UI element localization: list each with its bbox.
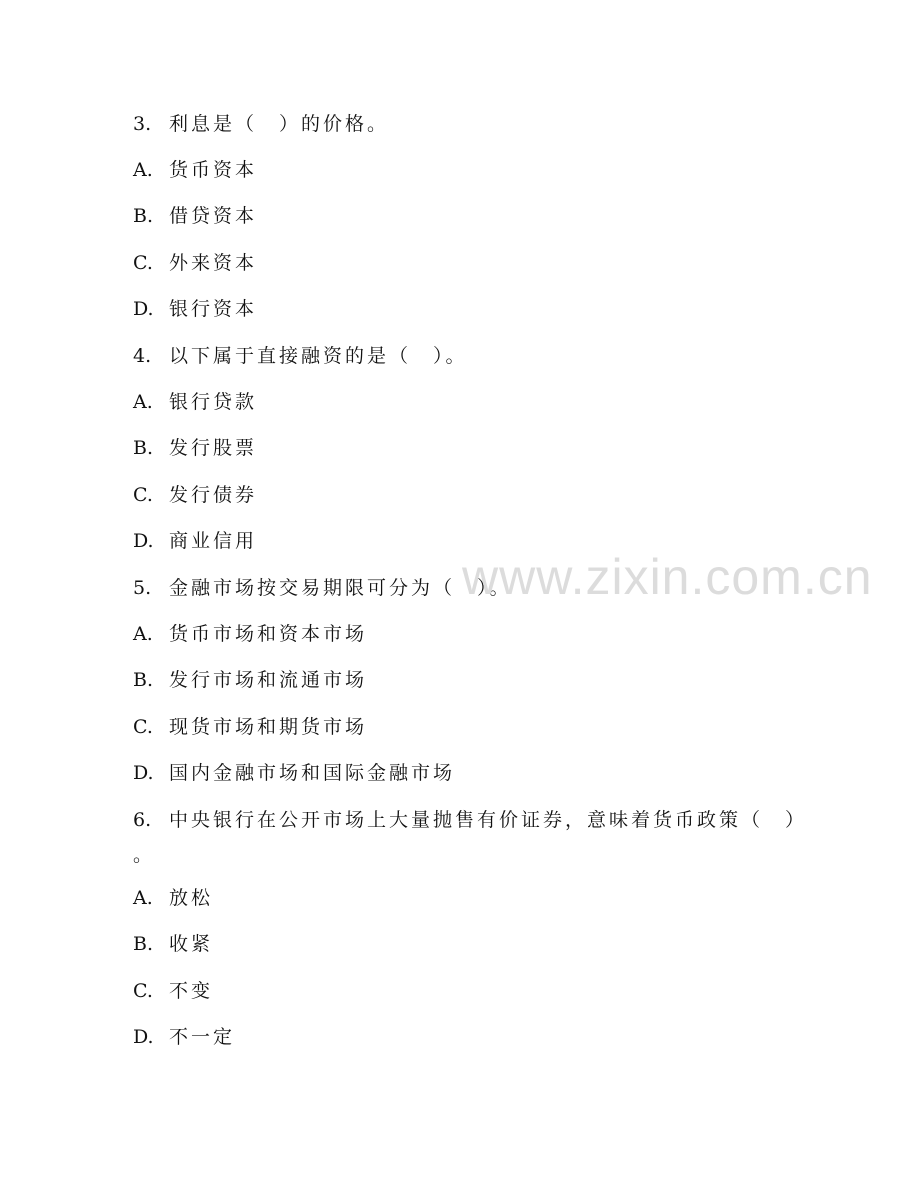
option-text: 外来资本 bbox=[169, 252, 258, 274]
question-number: 4. bbox=[133, 345, 152, 367]
question-number: 5. bbox=[133, 577, 152, 599]
option-text: 商业信用 bbox=[169, 530, 258, 552]
option-text: 不变 bbox=[169, 980, 214, 1002]
question-number: 6. bbox=[133, 809, 152, 831]
option-b bbox=[133, 204, 257, 228]
option-label: D. bbox=[133, 530, 154, 552]
option-label: D. bbox=[133, 762, 154, 784]
option-b bbox=[133, 436, 257, 460]
option-b bbox=[133, 668, 367, 692]
question-text-continuation: 。 bbox=[133, 844, 156, 866]
option-c bbox=[133, 251, 257, 275]
option-d bbox=[133, 1025, 235, 1049]
question-text: 利息是（ ）的价格。 bbox=[169, 113, 390, 135]
option-a bbox=[133, 390, 257, 414]
option-text: 收紧 bbox=[169, 933, 214, 955]
option-label: A. bbox=[133, 159, 153, 181]
option-text: 放松 bbox=[169, 887, 214, 909]
option-a bbox=[133, 886, 213, 910]
option-d bbox=[133, 529, 257, 553]
question-5 bbox=[133, 576, 512, 600]
option-a bbox=[133, 622, 367, 646]
question-text: 以下属于直接融资的是（ ）。 bbox=[169, 345, 468, 367]
option-label: B. bbox=[133, 205, 154, 227]
option-text: 银行资本 bbox=[169, 298, 258, 320]
question-number: 3. bbox=[133, 113, 152, 135]
question-text: 中央银行在公开市场上大量抛售有价证券，意味着货币政策（ ） bbox=[169, 809, 808, 831]
option-text: 银行贷款 bbox=[169, 391, 258, 413]
option-label: C. bbox=[133, 252, 153, 274]
option-c bbox=[133, 979, 213, 1003]
option-label: B. bbox=[133, 437, 154, 459]
watermark: www.zixin.com.cn bbox=[462, 549, 873, 605]
option-text: 货币市场和资本市场 bbox=[169, 623, 368, 645]
option-d bbox=[133, 761, 455, 785]
option-text: 借贷资本 bbox=[169, 205, 258, 227]
option-a bbox=[133, 158, 257, 182]
question-text: 金融市场按交易期限可分为（ ）。 bbox=[169, 577, 512, 599]
option-text: 发行股票 bbox=[169, 437, 258, 459]
option-d bbox=[133, 297, 257, 321]
option-label: D. bbox=[133, 298, 154, 320]
option-b bbox=[133, 932, 213, 956]
option-label: C. bbox=[133, 980, 153, 1002]
option-label: B. bbox=[133, 933, 154, 955]
option-text: 国内金融市场和国际金融市场 bbox=[169, 762, 456, 784]
option-label: A. bbox=[133, 887, 153, 909]
option-label: C. bbox=[133, 484, 153, 506]
option-label: A. bbox=[133, 391, 153, 413]
option-text: 发行债券 bbox=[169, 484, 258, 506]
option-text: 发行市场和流通市场 bbox=[169, 669, 368, 691]
question-6 bbox=[133, 808, 807, 832]
question-3 bbox=[133, 112, 389, 136]
question-4 bbox=[133, 344, 468, 368]
option-c bbox=[133, 715, 367, 739]
question-6-continuation bbox=[133, 843, 155, 867]
option-label: D. bbox=[133, 1026, 154, 1048]
option-label: B. bbox=[133, 669, 154, 691]
option-label: C. bbox=[133, 716, 153, 738]
option-text: 现货市场和期货市场 bbox=[169, 716, 368, 738]
option-text: 货币资本 bbox=[169, 159, 258, 181]
option-text: 不一定 bbox=[169, 1026, 236, 1048]
option-label: A. bbox=[133, 623, 153, 645]
option-c bbox=[133, 483, 257, 507]
